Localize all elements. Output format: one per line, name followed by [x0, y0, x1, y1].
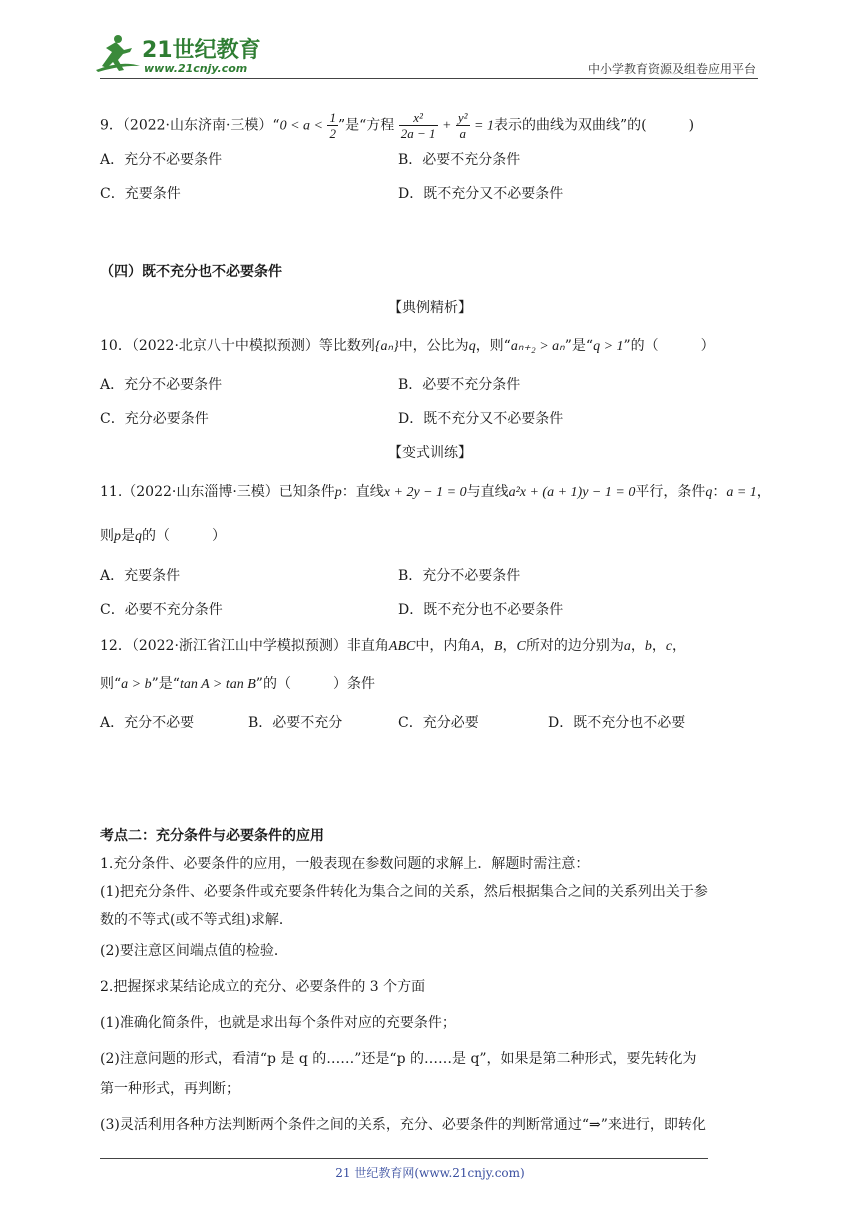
q11-text-c: 与直线 [466, 484, 509, 500]
q10-option-c: C．充分必要条件 [100, 411, 209, 427]
q12-option-d: D．既不充分也不必要 [548, 715, 686, 731]
q10-text-d: ”是“ [564, 338, 594, 354]
question-12-line2 [100, 674, 375, 695]
kaodian-2-line-2: (1)把充分条件、必要条件或充要条件转化为集合之间的关系，然后根据集合之间的关系列出关于参 [100, 884, 708, 900]
q10-q: q [468, 339, 476, 354]
kaodian-2-line-8: 第一种形式，再判断； [100, 1081, 240, 1097]
q11-text-b: ：直线 [341, 484, 384, 500]
question-12: 12．（2022·浙江省江山中学模拟预测）非直角ABC中，内角A，B，C所对的边分别为a，b，c， [100, 638, 687, 654]
q9-middle: ”是“方程 [337, 117, 395, 134]
q9-cond: 0 < a < [279, 118, 323, 134]
kaodian-2-line-5: 2.把握探求某结论成立的充分、必要条件的 3 个方面 [100, 979, 426, 995]
q11-text-f: ， [756, 484, 771, 500]
question-10 [100, 336, 715, 357]
q10-option-a: A．充分不必要条件 [100, 377, 223, 393]
q11-option-d: D．既不充分也不必要条件 [398, 602, 564, 618]
q9-fraction-x: $\frac{\text{x²}}{2a - 1}$ [400, 110, 436, 141]
q11-cond-q: a = 1 [726, 485, 757, 500]
q10-seq: {aₙ} [374, 339, 399, 354]
kaodian-2-line-7: (2)注意问题的形式，看清“p 是 q 的……”还是“p 的……是 q”，如果是第二种形式，要先转化为 [100, 1051, 697, 1067]
header-platform-text: 中小学教育资源及组卷应用平台 [587, 62, 756, 76]
q12-option-a: A．充分不必要 [100, 715, 195, 731]
kaodian-2-line-1: 1.充分条件、必要条件的应用，一般表现在参数问题的求解上．解题时需注意： [100, 856, 590, 872]
question-9 [100, 110, 694, 141]
q12-then: 则“ [100, 676, 122, 692]
q11-line1: x + 2y − 1 = 0 [383, 485, 467, 500]
q11-text-a: 11.（2022·山东淄博·三模）已知条件 [100, 484, 335, 500]
q11-q2: q [135, 529, 142, 544]
question-11 [100, 482, 771, 503]
q10-text-c: ，则“ [475, 338, 511, 354]
q10-option-b: B．必要不充分条件 [398, 377, 521, 393]
q10-cond: aₙ₊₂ > aₙ [510, 339, 565, 354]
site-logo [92, 30, 262, 76]
logo-text: 21世纪教育 [142, 38, 261, 63]
kaodian-2-line-9: (3)灵活利用各种方法判断两个条件之间的关系，充分、必要条件的判断常通过“⇒”来进行，即转化 [100, 1117, 706, 1133]
q12-option-c: C．充分必要 [398, 715, 479, 731]
q12-b: b [644, 639, 652, 654]
example-heading: 【典例精析】 [388, 300, 472, 316]
q12-text-b: 中，内角 [415, 638, 472, 654]
q11-line2: a²x + (a + 1)y − 1 = 0 [508, 485, 636, 500]
q12-c: c [665, 639, 673, 654]
q12-A: A [471, 639, 480, 654]
q10-text-e: ”的（ ） [623, 338, 715, 354]
q12-cond1: a > b [121, 677, 152, 692]
q9-option-c: C．充要条件 [100, 186, 181, 202]
q12-tail: ”的（ ）条件 [255, 676, 375, 692]
q11-is: 是 [121, 528, 135, 544]
kaodian-2-line-6: (1)准确化简条件，也就是求出每个条件对应的充要条件； [100, 1015, 456, 1031]
q9-option-a: A．充分不必要条件 [100, 152, 223, 168]
kaodian-2-line-4: (2)要注意区间端点值的检验． [100, 943, 288, 959]
question-11-line2 [100, 526, 226, 547]
q12-triangle: ABC [388, 639, 416, 654]
kaodian-2-title: 考点二：充分条件与必要条件的应用 [100, 828, 324, 844]
q10-option-d: D．既不充分又不必要条件 [398, 411, 564, 427]
q12-C: C [516, 639, 526, 654]
variant-heading: 【变式训练】 [388, 445, 472, 461]
q10-text-a: 10．（2022·北京八十中模拟预测）等比数列 [100, 338, 375, 354]
q10-cond2: q > 1 [593, 339, 624, 354]
q12-text-a: 12．（2022·浙江省江山中学模拟预测）非直角 [100, 638, 389, 654]
q11-p2: p [114, 529, 121, 544]
q12-B: B [493, 639, 503, 654]
q11-option-b: B．充分不必要条件 [398, 568, 521, 584]
logo-url: www.21cnjy.com [144, 62, 248, 75]
q11-then: 则 [100, 528, 114, 544]
q11-option-c: C．必要不充分条件 [100, 602, 223, 618]
runner-logo-icon [92, 30, 262, 76]
q9-option-b: B．必要不充分条件 [398, 152, 521, 168]
header-divider [100, 78, 758, 79]
footer-divider [100, 1158, 708, 1159]
footer-text: 21 世纪教育网(www.21cnjy.com) [335, 1166, 525, 1180]
q12-a: a [623, 639, 631, 654]
q12-is: ”是“ [151, 676, 180, 692]
q12-cond2: tan A > tan B [179, 677, 256, 692]
q11-option-a: A．充要条件 [100, 568, 181, 584]
q9-rhs: = 1 [474, 118, 494, 134]
q9-fraction-y: $\frac{\text{y²}}{a}$ [457, 110, 468, 141]
q9-plus: + [441, 118, 452, 134]
q12-option-b: B．必要不充分 [248, 715, 343, 731]
q9-option-d: D．既不充分又不必要条件 [398, 186, 564, 202]
q11-qv: q [705, 485, 713, 500]
q9-fraction-half: $\frac{1}{2}$ [329, 110, 336, 141]
kaodian-2-line-3: 数的不等式(或不等式组)求解． [100, 912, 293, 928]
q10-text-b: 中，公比为 [398, 338, 469, 354]
q11-tail: 的（ ） [142, 528, 226, 544]
q9-prefix: 9．（2022·山东济南·三模）“ [100, 117, 280, 134]
q11-text-d: 平行，条件 [635, 484, 706, 500]
q11-p: p [334, 485, 342, 500]
q12-text-c: 所对的边分别为 [525, 638, 624, 654]
q9-suffix: 表示的曲线为双曲线”的( ) [493, 117, 695, 134]
q11-text-e: ： [712, 484, 727, 500]
section-4-title: （四）既不充分也不必要条件 [100, 264, 282, 280]
